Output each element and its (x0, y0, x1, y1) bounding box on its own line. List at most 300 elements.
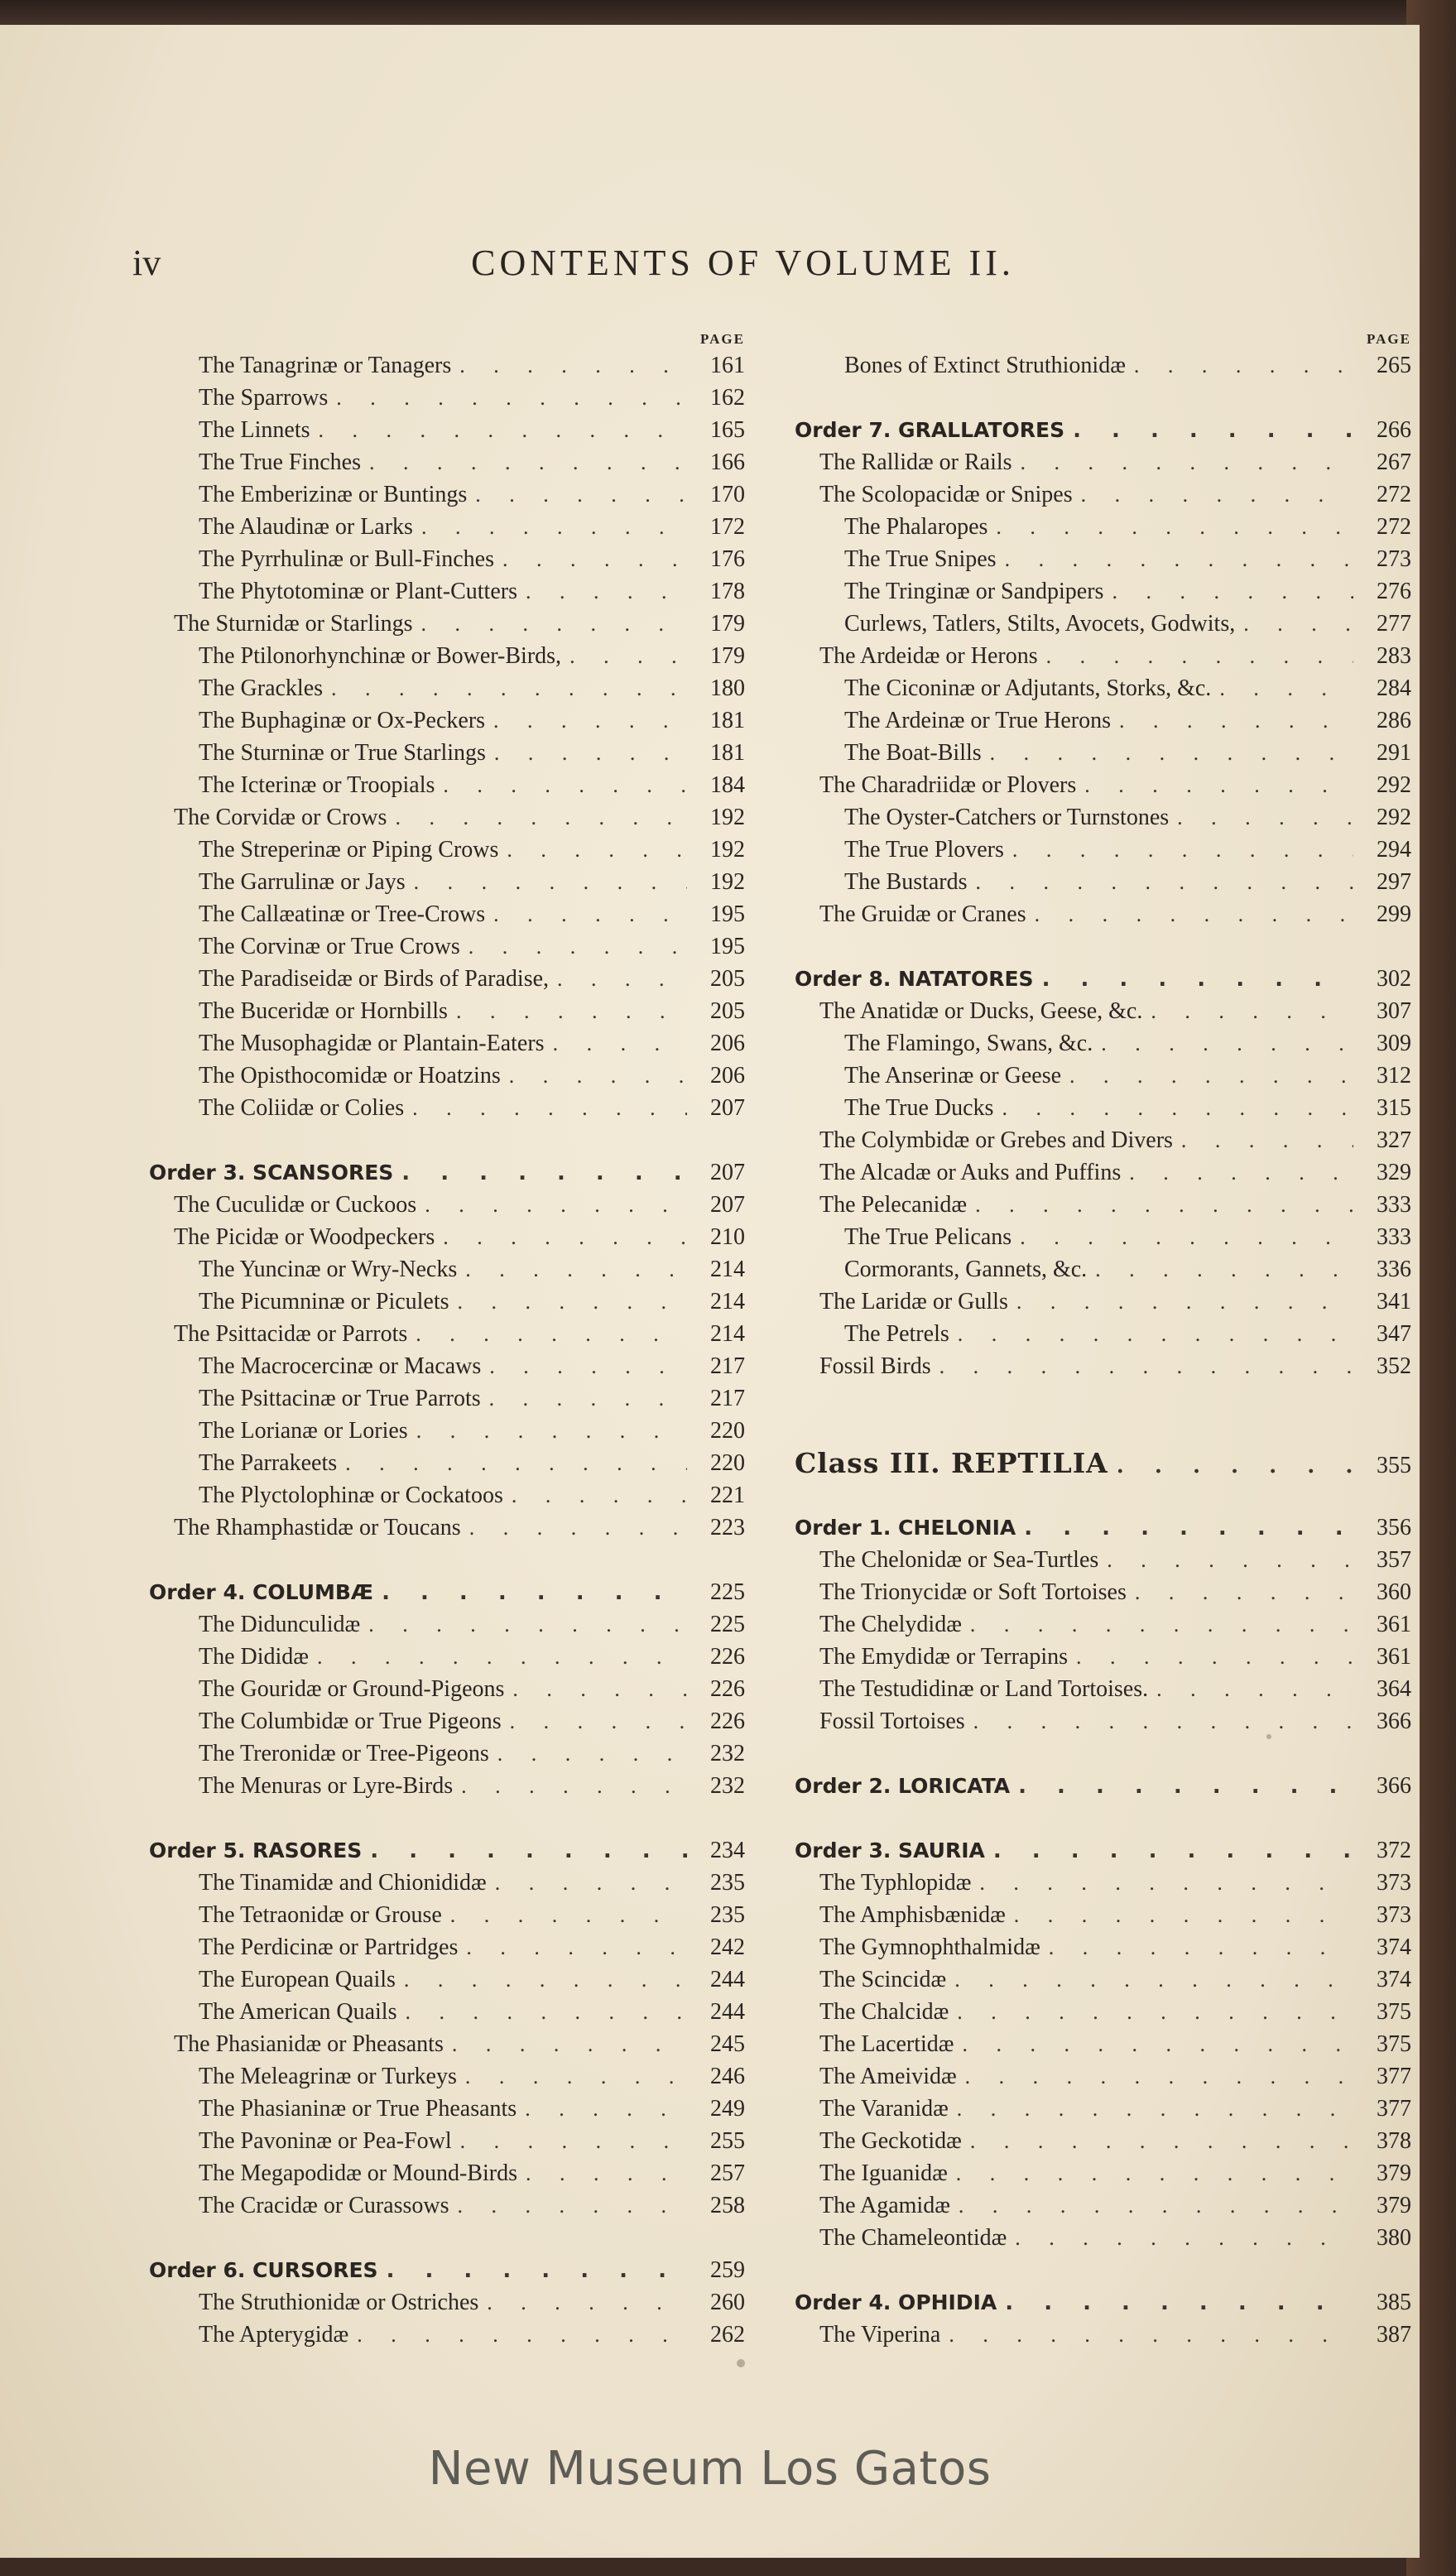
entry-title: The Tanagrinæ or Tanagers (199, 353, 452, 378)
dot-leader (467, 478, 687, 511)
entry-page-number: 210 (710, 1224, 745, 1250)
entry-title: The Streperinæ or Piping Crows (199, 837, 499, 863)
entry-page-number: 178 (710, 579, 745, 604)
entry-title: The Phasianinæ or True Pheasants (199, 2096, 517, 2122)
contents-entry (795, 704, 1411, 737)
contents-entry (149, 382, 745, 414)
dot-leader (982, 737, 1353, 769)
entry-title: The Emydidæ or Terrapins (819, 1644, 1069, 1670)
dot-leader (504, 1673, 687, 1705)
watermark: New Museum Los Gatos (428, 2442, 992, 2496)
dot-leader (517, 2157, 687, 2189)
entry-title: The Emberizinæ or Buntings (199, 482, 468, 507)
entry-title: The Alaudinæ or Larks (199, 514, 413, 540)
dot-leader (458, 1931, 687, 1963)
contents-entry (149, 414, 745, 446)
entry-title: The Picumninæ or Piculets (199, 1289, 449, 1314)
paper-speck (737, 2359, 745, 2367)
order-heading (795, 1834, 1411, 1867)
entry-title: The Ciconinæ or Adjutants, Storks, &c. (844, 675, 1212, 701)
contents-entry (795, 349, 1411, 382)
contents-entry (795, 1189, 1411, 1221)
entry-page-number: 380 (1377, 2225, 1411, 2251)
dot-leader (940, 2319, 1353, 2351)
order-heading (795, 1511, 1411, 1544)
entry-page-number: 377 (1377, 2064, 1411, 2089)
entry-page-number: 297 (1377, 869, 1411, 895)
entry-page-number: 176 (710, 546, 745, 572)
paper-speck (1266, 1734, 1271, 1739)
entry-title: The Chameleontidæ (819, 2225, 1007, 2251)
entry-page-number: 379 (1377, 2160, 1411, 2186)
entry-page-number: 385 (1377, 2290, 1411, 2315)
entry-page-number: 361 (1377, 1644, 1411, 1670)
contents-entry (795, 737, 1411, 769)
entry-title: The True Ducks (844, 1095, 994, 1121)
entry-title: The Opisthocomidæ or Hoatzins (199, 1063, 501, 1089)
entry-title: The Agamidæ (819, 2193, 950, 2218)
entry-title: The Psittacidæ or Parrots (174, 1321, 408, 1347)
contents-entry (795, 898, 1411, 930)
contents-entry (149, 866, 745, 898)
entry-title: The Rhamphastidæ or Toucans (174, 1515, 461, 1540)
dot-leader (1007, 2222, 1353, 2254)
entry-title: The Chelonidæ or Sea-Turtles (819, 1547, 1099, 1573)
entry-page-number: 214 (710, 1289, 745, 1314)
entry-page-number: 217 (710, 1386, 745, 1411)
dot-leader (1038, 640, 1353, 672)
dot-leader (1148, 1673, 1353, 1705)
entry-title: The Menuras or Lyre-Birds (199, 1773, 454, 1799)
dot-leader (1173, 1124, 1353, 1156)
contents-entry (795, 1253, 1411, 1286)
contents-entry (795, 2060, 1411, 2093)
entry-title: The Viperina (819, 2322, 941, 2348)
entry-page-number: 223 (710, 1515, 745, 1540)
entry-title: The Buphaginæ or Ox-Peckers (199, 708, 486, 733)
dot-leader (1040, 1931, 1353, 1963)
entry-title: The Charadriidæ or Plovers (819, 772, 1077, 798)
entry-page-number: 206 (710, 1031, 745, 1056)
entry-page-number: 364 (1377, 1676, 1411, 1702)
contents-entry (149, 769, 745, 801)
contents-entry (149, 1673, 745, 1705)
entry-page-number: 374 (1377, 1967, 1411, 1992)
entry-page-number: 375 (1377, 1999, 1411, 2025)
contents-entry (149, 1286, 745, 1318)
dot-leader (1076, 769, 1353, 801)
dot-leader (1034, 964, 1353, 996)
contents-entry (149, 2319, 745, 2351)
contents-entry (149, 575, 745, 608)
contents-entry (795, 2157, 1411, 2189)
entry-title: The Ptilonorhynchinæ or Bower-Birds, (199, 643, 562, 669)
entry-page-number: 214 (710, 1321, 745, 1347)
dot-leader (1169, 801, 1353, 834)
contents-entry (795, 1318, 1411, 1350)
dot-leader (1016, 1512, 1353, 1545)
page-column-label: PAGE (1367, 331, 1411, 347)
entry-page-number: 207 (710, 1160, 745, 1185)
entry-page-number: 366 (1377, 1709, 1411, 1734)
entry-title: The True Finches (199, 449, 361, 475)
dot-leader (460, 930, 687, 963)
entry-title: The Trionycidæ or Soft Tortoises (819, 1579, 1127, 1605)
dot-leader (416, 1189, 687, 1221)
dot-leader (408, 1415, 687, 1447)
entry-title: The Gruidæ or Cranes (819, 901, 1026, 927)
contents-entry (795, 1350, 1411, 1382)
entry-title: Bones of Extinct Struthionidæ (844, 353, 1126, 378)
dot-leader (1142, 995, 1353, 1027)
entry-title: Order 2. LORICATA (795, 1774, 1011, 1798)
page-title: CONTENTS OF VOLUME II. (471, 243, 1015, 283)
entry-title: The Phalaropes (844, 514, 988, 540)
entry-title: The Pyrrhulinæ or Bull-Finches (199, 546, 494, 572)
contents-entry (149, 1931, 745, 1963)
entry-page-number: 265 (1377, 353, 1411, 378)
entry-title: The True Plovers (844, 837, 1004, 863)
section-spacer (795, 1382, 1411, 1447)
entry-title: The Sturninæ or True Starlings (199, 740, 486, 766)
dot-leader (453, 1770, 687, 1802)
entry-title: The Boat-Bills (844, 740, 982, 766)
section-spacer (795, 1737, 1411, 1770)
dot-leader (457, 2060, 687, 2093)
section-spacer (795, 1479, 1411, 1511)
entry-page-number: 244 (710, 1999, 745, 2025)
contents-entry (149, 543, 745, 575)
entry-page-number: 333 (1377, 1192, 1411, 1218)
contents-entry (795, 511, 1411, 543)
contents-entry (795, 1060, 1411, 1092)
contents-entry (149, 1705, 745, 1737)
dot-leader (485, 898, 687, 930)
entry-page-number: 312 (1377, 1063, 1411, 1089)
entry-page-number: 373 (1377, 1870, 1411, 1896)
dot-leader (348, 2319, 687, 2351)
entry-title: The Anatidæ or Ducks, Geese, &c. (819, 998, 1143, 1024)
contents-entry (795, 2093, 1411, 2125)
dot-leader (444, 2028, 687, 2060)
entry-page-number: 195 (710, 934, 745, 959)
contents-entry (795, 1027, 1411, 1060)
dot-leader (501, 1060, 687, 1092)
entry-title: The Tringinæ or Sandpipers (844, 579, 1104, 604)
contents-entry (795, 2222, 1411, 2254)
entry-page-number: 232 (710, 1741, 745, 1766)
entry-title: The Ameividæ (819, 2064, 957, 2089)
dot-leader (461, 1511, 687, 1544)
entry-title: The Musophagidæ or Plantain-Eaters (199, 1031, 545, 1056)
contents-entry (149, 1996, 745, 2028)
dot-leader (1064, 415, 1353, 447)
entry-title: The Icterinæ or Troopials (199, 772, 435, 798)
entry-title: The Sturnidæ or Starlings (174, 611, 413, 637)
entry-title: The Megapodidæ or Mound-Birds (199, 2160, 517, 2186)
contents-entry (795, 1092, 1411, 1124)
contents-entry (795, 608, 1411, 640)
entry-page-number: 329 (1377, 1160, 1411, 1185)
dot-leader (396, 1963, 687, 1996)
section-spacer (795, 382, 1411, 414)
entry-title: The Gymnophthalmidæ (819, 1934, 1040, 1960)
contents-entry (795, 1576, 1411, 1608)
dot-leader (949, 1996, 1353, 2028)
entry-title: The Corvinæ or True Crows (199, 934, 460, 959)
contents-entry (149, 1189, 745, 1221)
entry-page-number: 170 (710, 482, 745, 507)
dot-leader (950, 2189, 1353, 2222)
entry-page-number: 214 (710, 1257, 745, 1282)
entry-page-number: 372 (1377, 1838, 1411, 1863)
entry-title: Order 3. SCANSORES (149, 1161, 394, 1185)
entry-title: Cormorants, Gannets, &c. (844, 1257, 1088, 1282)
dot-leader (949, 2093, 1353, 2125)
dot-leader (323, 672, 687, 704)
entry-title: The Columbidæ or True Pigeons (199, 1709, 502, 1734)
contents-entry (795, 1286, 1411, 1318)
page-header (0, 242, 1420, 291)
contents-entry (149, 1899, 745, 1931)
entry-page-number: 235 (710, 1902, 745, 1928)
entry-page-number: 220 (710, 1418, 745, 1444)
entry-page-number: 235 (710, 1870, 745, 1896)
section-spacer (149, 1802, 745, 1834)
entry-title: The Rallidæ or Rails (819, 449, 1012, 475)
entry-title: The Tinamidæ and Chionididæ (199, 1870, 487, 1896)
contents-entry (795, 1544, 1411, 1576)
dot-leader (503, 1479, 687, 1511)
entry-title: The Struthionidæ or Ostriches (199, 2290, 479, 2315)
entry-page-number: 292 (1377, 805, 1411, 830)
entry-page-number: 225 (710, 1579, 745, 1605)
entry-title: The Alcadæ or Auks and Puffins (819, 1160, 1122, 1185)
dot-leader (517, 575, 687, 608)
entry-page-number: 162 (710, 385, 745, 411)
entry-page-number: 294 (1377, 837, 1411, 863)
entry-page-number: 258 (710, 2193, 745, 2218)
contents-entry (149, 1867, 745, 1899)
entry-page-number: 226 (710, 1709, 745, 1734)
entry-title: Order 1. CHELONIA (795, 1516, 1016, 1540)
entry-page-number: 356 (1377, 1515, 1411, 1540)
dot-leader (962, 1608, 1353, 1641)
dot-leader (494, 543, 687, 575)
dot-leader (413, 511, 687, 543)
entry-page-number: 192 (710, 837, 745, 863)
entry-title: The Testudidinæ or Land Tortoises. (819, 1676, 1149, 1702)
dot-leader (1103, 575, 1353, 608)
entry-page-number: 267 (1377, 449, 1411, 475)
entry-title: The Phytotominæ or Plant-Cutters (199, 579, 517, 604)
contents-entry (149, 1382, 745, 1415)
entry-title: Order 8. NATATORES (795, 967, 1034, 991)
entry-page-number: 205 (710, 966, 745, 992)
dot-leader (1098, 1544, 1353, 1576)
dot-leader (1235, 608, 1353, 640)
order-heading (795, 963, 1411, 995)
dot-leader (486, 737, 687, 769)
entry-page-number: 302 (1377, 966, 1411, 992)
entry-page-number: 161 (710, 353, 745, 378)
dot-leader (517, 2093, 687, 2125)
entry-page-number: 273 (1377, 546, 1411, 572)
entry-page-number: 225 (710, 1612, 745, 1637)
contents-entry (795, 575, 1411, 608)
entry-page-number: 207 (710, 1095, 745, 1121)
entry-page-number: 255 (710, 2128, 745, 2154)
entry-page-number: 172 (710, 514, 745, 540)
dot-leader (946, 1963, 1353, 1996)
dot-leader (1111, 704, 1353, 737)
dot-leader (360, 1608, 687, 1641)
entry-page-number: 360 (1377, 1579, 1411, 1605)
entry-page-number: 257 (710, 2160, 745, 2186)
dot-leader (328, 382, 687, 414)
contents-entry (149, 963, 745, 995)
entry-page-number: 291 (1377, 740, 1411, 766)
entry-title: The Yuncinæ or Wry-Necks (199, 1257, 458, 1282)
contents-entry (149, 2157, 745, 2189)
contents-entry (149, 2028, 745, 2060)
contents-column-right (795, 331, 1411, 2351)
dot-leader (1061, 1060, 1353, 1092)
contents-entry (149, 1737, 745, 1770)
entry-page-number: 220 (710, 1450, 745, 1476)
entry-title: The Grackles (199, 675, 324, 701)
section-spacer (795, 1802, 1411, 1834)
entry-title: The Geckotidæ (819, 2128, 962, 2154)
entry-title: The Scolopacidæ or Snipes (819, 482, 1073, 507)
entry-page-number: 234 (710, 1838, 745, 1863)
dot-leader (481, 1382, 687, 1415)
dot-leader (404, 1092, 687, 1124)
contents-entry (795, 769, 1411, 801)
order-heading (795, 414, 1411, 446)
entry-page-number: 206 (710, 1063, 745, 1089)
dot-leader (1108, 1450, 1353, 1483)
entry-page-number: 276 (1377, 579, 1411, 604)
entry-page-number: 207 (710, 1192, 745, 1218)
entry-page-number: 262 (710, 2322, 745, 2348)
entry-title: The Treronidæ or Tree-Pigeons (199, 1741, 489, 1766)
entry-title: The Ardeidæ or Herons (819, 643, 1038, 669)
entry-page-number: 246 (710, 2064, 745, 2089)
order-heading (149, 2254, 745, 2286)
entry-page-number: 284 (1377, 675, 1411, 701)
contents-entry (795, 1124, 1411, 1156)
entry-title: The Pelecanidæ (819, 1192, 968, 1218)
dot-leader (549, 963, 687, 995)
contents-entry (795, 1899, 1411, 1931)
entry-page-number: 336 (1377, 1257, 1411, 1282)
entry-title: The Ardeinæ or True Herons (844, 708, 1111, 733)
dot-leader (449, 2189, 687, 2222)
entry-page-number: 355 (1377, 1453, 1411, 1478)
contents-entry (795, 2125, 1411, 2157)
entry-title: The Plyctolophinæ or Cockatoos (199, 1483, 503, 1508)
contents-entry (149, 1511, 745, 1544)
entry-title: The Lorianæ or Lories (199, 1418, 408, 1444)
dot-leader (971, 1867, 1353, 1899)
entry-title: The Corvidæ or Crows (174, 805, 387, 830)
dot-leader (1004, 834, 1353, 866)
dot-leader (1121, 1156, 1353, 1189)
contents-entry (149, 2125, 745, 2157)
entry-title: The Psittacinæ or True Parrots (199, 1386, 481, 1411)
contents-entry (795, 866, 1411, 898)
entry-page-number: 272 (1377, 514, 1411, 540)
dot-leader (478, 2286, 687, 2319)
section-spacer (795, 2254, 1411, 2286)
contents-entry (149, 801, 745, 834)
section-spacer (149, 1124, 745, 1156)
contents-entry (149, 2286, 745, 2319)
entry-page-number: 357 (1377, 1547, 1411, 1573)
contents-entry (795, 543, 1411, 575)
entry-title: Order 4. COLUMBÆ (149, 1580, 374, 1604)
dot-leader (962, 2125, 1353, 2157)
dot-leader (361, 446, 687, 478)
dot-leader (1093, 1027, 1353, 1060)
entry-title: The American Quails (199, 1999, 397, 2025)
entry-title: The Callæatinæ or Tree-Crows (199, 901, 486, 927)
entry-title: The Scincidæ (819, 1967, 947, 1992)
entry-title: The Cracidæ or Curassows (199, 2193, 449, 2218)
entry-page-number: 232 (710, 1773, 745, 1799)
dot-leader (948, 2157, 1353, 2189)
dot-leader (442, 1899, 687, 1931)
dot-leader (545, 1027, 687, 1060)
entry-page-number: 299 (1377, 901, 1411, 927)
entry-page-number: 242 (710, 1934, 745, 1960)
contents-entry (149, 2060, 745, 2093)
entry-page-number: 179 (710, 611, 745, 637)
dot-leader (362, 1835, 687, 1867)
entry-page-number: 259 (710, 2257, 745, 2283)
entry-title: The Tetraonidæ or Grouse (199, 1902, 442, 1928)
contents-entry (149, 1027, 745, 1060)
dot-leader (407, 1318, 687, 1350)
entry-page-number: 387 (1377, 2322, 1411, 2348)
entry-page-number: 375 (1377, 2031, 1411, 2057)
entry-title: Order 7. GRALLATORES (795, 418, 1065, 442)
entry-title: The Cuculidæ or Cuckoos (174, 1192, 417, 1218)
dot-leader (1068, 1641, 1353, 1673)
contents-column-left (149, 331, 745, 2351)
order-heading (795, 2286, 1411, 2319)
dot-leader (309, 1641, 687, 1673)
contents-entry (149, 608, 745, 640)
entry-page-number: 205 (710, 998, 745, 1024)
entry-page-number: 165 (710, 417, 745, 443)
contents-entry (149, 1415, 745, 1447)
contents-entry (795, 2028, 1411, 2060)
entry-title: Order 6. CURSORES (149, 2258, 378, 2282)
entry-page-number: 192 (710, 805, 745, 830)
entry-page-number: 347 (1377, 1321, 1411, 1347)
contents-entry (149, 1060, 745, 1092)
entry-title: Order 5. RASORES (149, 1838, 363, 1862)
contents-entry (149, 995, 745, 1027)
entry-title: The True Pelicans (844, 1224, 1012, 1250)
contents-entry (149, 704, 745, 737)
contents-entry (795, 801, 1411, 834)
dot-leader (1010, 1771, 1353, 1803)
entry-title: The Garrulinæ or Jays (199, 869, 406, 895)
dot-leader (1073, 478, 1353, 511)
